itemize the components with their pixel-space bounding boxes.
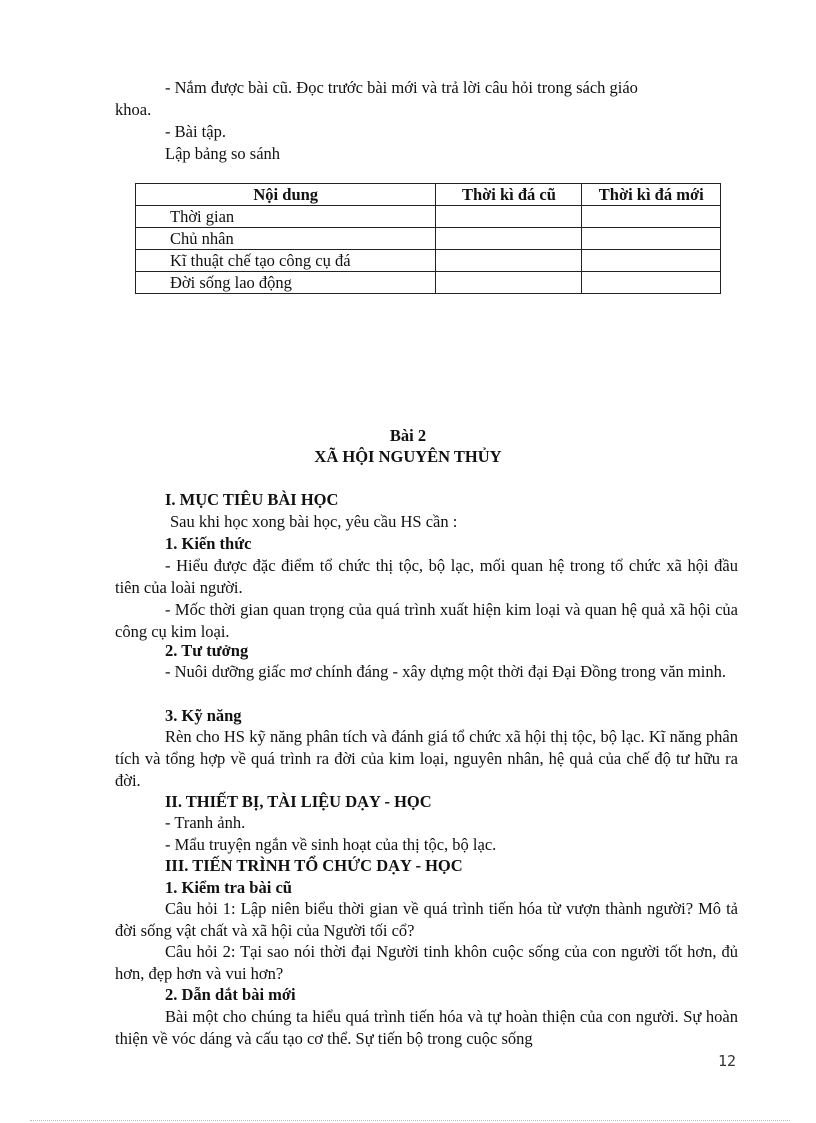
- paragraph-review-line2: khoa.: [115, 100, 152, 119]
- paragraph: - Nuôi dưỡng giấc mơ chính đáng - xây dựng một thời đại Đại Đồng trong văn minh.: [165, 662, 726, 681]
- paragraph-compare: Lập bảng so sánh: [165, 144, 281, 163]
- table-row: [136, 272, 721, 294]
- table-cell: [436, 228, 582, 250]
- subsection-heading: 3. Kỹ năng: [165, 706, 242, 725]
- table-header-row: [136, 184, 721, 206]
- lesson-title: XÃ HỘI NGUYÊN THỦY: [314, 447, 502, 466]
- paragraph-review-line1: - Nắm được bài cũ. Đọc trước bài mới và trả lời câu hỏi trong sách giáo: [165, 78, 638, 97]
- section-heading: II. THIẾT BỊ, TÀI LIỆU DẠY - HỌC: [165, 792, 432, 811]
- paragraph: Câu hỏi 2: Tại sao nói thời đại Người tinh khôn cuộc sống của con người tốt hơn, đủ hơn, đẹp hơn và vui hơn?: [115, 942, 738, 983]
- table-cell: [582, 272, 721, 294]
- table-cell: [582, 250, 721, 272]
- page-bottom-divider: [30, 1120, 790, 1121]
- paragraph: - Tranh ảnh.: [165, 813, 246, 832]
- lesson-number: Bài 2: [389, 426, 427, 445]
- paragraph: Câu hỏi 1: Lập niên biểu thời gian về quá trình tiến hóa từ vượn thành người? Mô tả đời sống vật chất và xã hội của Người tối cổ?: [115, 899, 738, 940]
- table-header-cell: Thời kì đá cũ: [436, 184, 582, 206]
- table-row: [136, 250, 721, 272]
- subsection-heading: 2. Dẫn dắt bài mới: [165, 985, 296, 1004]
- paragraph: - Mẩu truyện ngắn về sinh hoạt của thị tộc, bộ lạc.: [165, 835, 497, 854]
- subsection-heading: 2. Tư tưởng: [165, 641, 249, 660]
- subsection-heading: 1. Kiến thức: [165, 534, 252, 553]
- page-number: 12: [718, 1052, 737, 1070]
- section-heading: I. MỤC TIÊU BÀI HỌC: [165, 490, 339, 509]
- paragraph: - Hiểu được đặc điểm tổ chức thị tộc, bộ lạc, mối quan hệ trong tổ chức xã hội đầu tiên của loài người.: [115, 556, 738, 597]
- paragraph: Bài một cho chúng ta hiểu quá trình tiến hóa và tự hoàn thiện của con người. Sự hoàn thiện về vóc dáng và cấu tạo cơ thể. Sự tiến bộ trong cuộc sống: [115, 1007, 738, 1048]
- table-row: [136, 228, 721, 250]
- table-cell: [436, 250, 582, 272]
- table-cell: [582, 228, 721, 250]
- table-cell: [582, 206, 721, 228]
- paragraph: Rèn cho HS kỹ năng phân tích và đánh giá tổ chức xã hội thị tộc, bộ lạc. Kĩ năng phân tích và tổng hợp về quá trình ra đời của kim loại, nguyên nhân, hệ quả của chế độ tư hữu ra đời.: [115, 727, 738, 790]
- table-cell: [436, 272, 582, 294]
- table-row: [136, 206, 721, 228]
- comparison-table: [135, 183, 721, 294]
- paragraph: - Mốc thời gian quan trọng của quá trình xuất hiện kim loại và quan hệ quả xã hội của công cụ kim loại.: [115, 600, 738, 641]
- table-header-cell: Thời kì đá mới: [582, 184, 721, 206]
- table-cell: Chủ nhân: [136, 228, 436, 250]
- table-cell: Kĩ thuật chế tạo công cụ đá: [136, 250, 436, 272]
- section-heading: III. TIẾN TRÌNH TỔ CHỨC DẠY - HỌC: [165, 856, 463, 875]
- table-cell: Thời gian: [136, 206, 436, 228]
- table-cell: Đời sống lao động: [136, 272, 436, 294]
- paragraph-exercise: - Bài tập.: [165, 122, 226, 141]
- subsection-heading: 1. Kiểm tra bài cũ: [165, 878, 292, 897]
- table-cell: [436, 206, 582, 228]
- table-header-cell: Nội dung: [136, 184, 436, 206]
- paragraph: Sau khi học xong bài học, yêu cầu HS cần :: [170, 512, 458, 531]
